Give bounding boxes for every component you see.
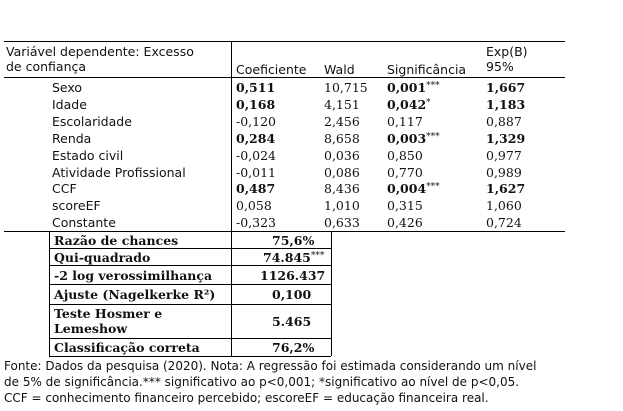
cell-sig-value: 0,315	[387, 198, 423, 214]
cell-sig-value: 0,003	[387, 130, 427, 146]
table-top-rule	[4, 41, 565, 42]
cell-sig-value: 0,770	[387, 164, 423, 180]
cell-wald	[324, 80, 368, 95]
cell-coef-value: 0,058	[236, 198, 272, 214]
cell-coef-value: 0,284	[236, 130, 276, 146]
cell-coef-value: -0,323	[236, 215, 277, 231]
cell-exp	[486, 165, 522, 180]
body-bottom-rule	[4, 231, 565, 232]
significance-stars: ***	[426, 182, 440, 193]
cell-name	[52, 80, 82, 95]
cell-wald	[324, 131, 360, 146]
cell-name-value: Sexo	[52, 80, 83, 95]
cell-name-value: scoreEF	[52, 198, 101, 214]
cell-exp	[486, 198, 522, 213]
summary-value	[263, 250, 324, 265]
summary-label-label-line2: Lemeshow	[54, 321, 128, 336]
cell-sig	[387, 148, 423, 163]
col-header-coef: Coeficiente	[236, 62, 307, 77]
dependent-label-line1: Variável dependente: Excesso	[6, 44, 194, 59]
significance-stars: *	[426, 97, 431, 108]
cell-exp-value: 1,627	[486, 181, 526, 197]
col-header-sig: Significância	[387, 62, 467, 77]
cell-wald	[324, 148, 360, 163]
col-header-wald: Wald	[324, 62, 355, 77]
summary-rule-1	[49, 248, 331, 249]
summary-rule-6	[49, 356, 331, 357]
summary-right-border	[331, 231, 332, 356]
summary-label: Razão de chances	[54, 233, 179, 248]
cell-exp-value: 0,977	[486, 147, 522, 163]
cell-sig	[387, 215, 423, 230]
summary-value	[272, 340, 314, 355]
cell-name-value: Escolaridade	[52, 113, 132, 129]
summary-value-text: 1126.437	[260, 268, 326, 283]
cell-wald	[324, 114, 360, 129]
summary-value	[272, 287, 311, 302]
cell-name	[52, 97, 87, 112]
cell-wald-value: 8,436	[324, 181, 360, 197]
cell-coef	[236, 131, 275, 146]
table-footnote	[4, 358, 614, 406]
summary-value-text: 75,6%	[272, 233, 315, 248]
cell-name	[52, 198, 101, 213]
cell-name-value: Idade	[52, 96, 87, 112]
cell-exp-value: 0,887	[486, 113, 522, 129]
cell-coef-value: 0,511	[236, 80, 276, 95]
cell-exp-value: 1,329	[486, 130, 526, 146]
cell-exp	[486, 181, 525, 196]
cell-wald-value: 0,633	[324, 215, 360, 231]
summary-value	[260, 268, 325, 283]
cell-coef-value: -0,024	[236, 147, 277, 163]
cell-coef	[236, 148, 276, 163]
cell-wald	[324, 181, 360, 196]
summary-label: Classificação correta	[54, 340, 200, 355]
summary-label: Qui-quadrado	[54, 250, 151, 265]
cell-sig-value: 0,426	[387, 215, 423, 231]
summary-label: Ajuste (Nagelkerke R²)	[54, 287, 216, 302]
cell-wald	[324, 198, 360, 213]
summary-value-text: 0,100	[272, 287, 312, 302]
cell-name-value: CCF	[52, 181, 77, 197]
cell-sig	[387, 198, 423, 213]
significance-stars: ***	[310, 251, 325, 261]
cell-coef	[236, 165, 276, 180]
col-header-exp-line1: Exp(B)	[486, 44, 528, 59]
significance-stars: ***	[426, 81, 440, 91]
cell-exp-value: 1,183	[486, 96, 526, 112]
cell-exp	[486, 80, 525, 95]
cell-name	[52, 131, 91, 146]
cell-coef	[236, 215, 276, 230]
cell-name-value: Estado civil	[52, 147, 124, 163]
dependent-variable-label	[6, 44, 194, 74]
summary-label: -2 log verossimilhança	[54, 268, 213, 283]
cell-coef	[236, 198, 272, 213]
cell-coef-value: -0,011	[236, 164, 277, 180]
cell-name-value: Renda	[52, 130, 92, 146]
cell-wald-value: 4,151	[324, 96, 360, 112]
cell-name	[52, 148, 123, 163]
summary-value	[272, 233, 314, 248]
cell-name	[52, 114, 132, 129]
cell-name	[52, 215, 116, 230]
col-divider	[231, 41, 232, 356]
cell-wald-value: 0,036	[324, 147, 360, 163]
cell-coef	[236, 97, 275, 112]
col-header-exp-line2: 95%	[486, 59, 514, 74]
summary-label	[54, 306, 162, 336]
cell-exp-value: 0,989	[486, 164, 522, 180]
cell-coef	[236, 181, 275, 196]
cell-exp	[486, 215, 522, 230]
summary-value-text: 74.845	[263, 250, 311, 265]
cell-exp	[486, 97, 525, 112]
cell-sig-value: 0,001	[387, 80, 427, 95]
cell-sig	[387, 131, 440, 146]
cell-exp	[486, 131, 525, 146]
cell-wald-value: 8,658	[324, 130, 360, 146]
cell-coef	[236, 114, 276, 129]
cell-coef-value: 0,168	[236, 96, 276, 112]
cell-exp-value: 1,667	[486, 80, 526, 95]
cell-sig-value: 0,004	[387, 181, 427, 197]
summary-rule-3	[49, 284, 331, 285]
cell-name	[52, 165, 186, 180]
cell-sig-value: 0,850	[387, 147, 423, 163]
summary-label-label-line1: Teste Hosmer e	[54, 306, 163, 321]
summary-value	[272, 314, 311, 329]
cell-coef-value: -0,120	[236, 113, 277, 129]
summary-value-text: 5.465	[272, 314, 312, 329]
cell-sig	[387, 80, 440, 95]
cell-sig	[387, 165, 423, 180]
summary-value-text: 76,2%	[272, 340, 315, 355]
cell-sig-value: 0,117	[387, 113, 423, 129]
cell-wald-value: 1,010	[324, 198, 360, 214]
footnote-line1: Fonte: Dados da pesquisa (2020). Nota: A regressão foi estimada considerando um nível	[4, 359, 537, 373]
cell-wald-value: 0,086	[324, 164, 360, 180]
summary-rule-4	[49, 304, 331, 305]
cell-name	[52, 181, 77, 196]
footnote-line2: de 5% de significância.*** significativo ao p<0,001; *significativo ao nível de p<0,05.	[4, 375, 520, 389]
cell-sig-value: 0,042	[387, 96, 427, 112]
footnote-line3: CCF = conhecimento financeiro percebido; escoreEF = educação financeira real.	[4, 391, 489, 405]
cell-name-value: Constante	[52, 215, 116, 231]
dependent-label-line2: de confiança	[6, 59, 87, 74]
cell-sig	[387, 97, 431, 112]
cell-exp-value: 0,724	[486, 215, 522, 231]
cell-wald-value: 2,456	[324, 113, 360, 129]
cell-exp	[486, 148, 522, 163]
cell-exp	[486, 114, 522, 129]
cell-coef-value: 0,487	[236, 181, 276, 197]
cell-wald	[324, 215, 360, 230]
cell-coef	[236, 80, 275, 95]
cell-sig	[387, 181, 440, 196]
cell-wald-value: 10,715	[324, 80, 368, 95]
header-bottom-rule	[4, 77, 565, 78]
cell-wald	[324, 165, 360, 180]
summary-rule-2	[49, 265, 331, 266]
cell-sig	[387, 114, 423, 129]
cell-name-value: Atividade Profissional	[52, 164, 186, 180]
significance-stars: ***	[426, 131, 440, 142]
col-header-exp	[486, 44, 528, 74]
cell-exp-value: 1,060	[486, 198, 522, 214]
summary-rule-5	[49, 338, 331, 339]
cell-wald	[324, 97, 360, 112]
